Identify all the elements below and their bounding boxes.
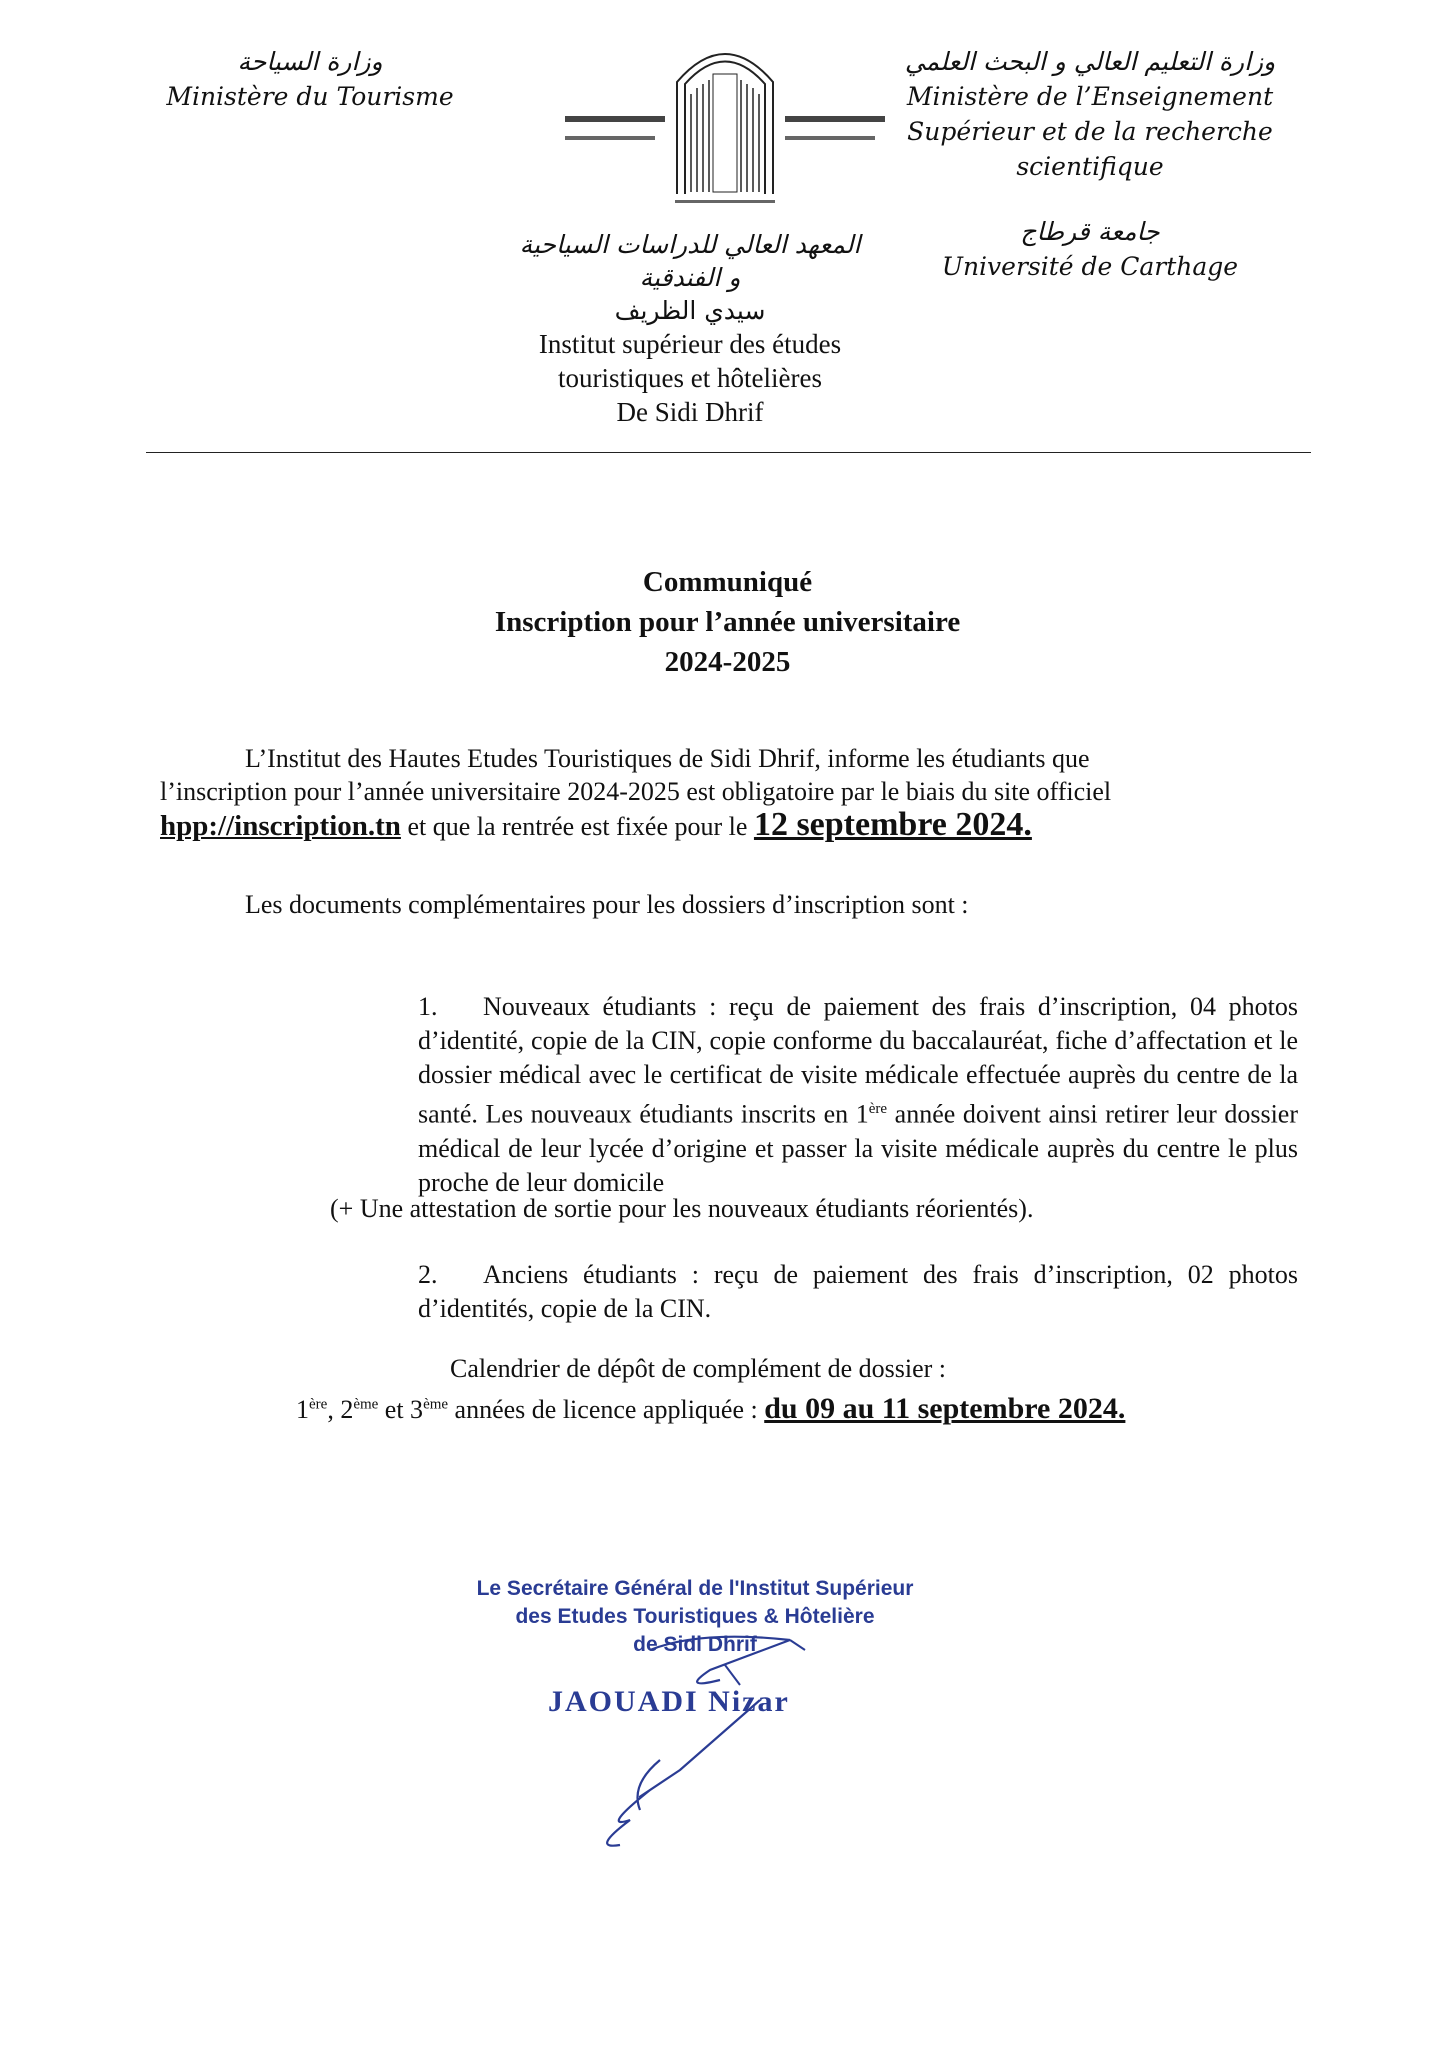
stamp-line-2: des Etudes Touristiques & Hôtelière xyxy=(515,1605,875,1628)
stamp-line-1: Le Secrétaire Général de l'Institut Supérieur xyxy=(476,1577,914,1600)
item-1-sup: ère xyxy=(868,1101,888,1117)
ministry-education-french-3: scientifique xyxy=(1016,152,1164,181)
item-2-text: Anciens étudiants : reçu de paiement des frais d’inscription, 02 photos d’identités, copie de la CIN. xyxy=(418,1260,1298,1323)
ministry-tourism-block xyxy=(150,44,470,114)
intro-paragraph xyxy=(160,742,1300,843)
title-line-3: 2024-2025 xyxy=(664,646,791,678)
calendar-label: années de licence appliquée : xyxy=(448,1395,765,1424)
institute-arabic-1: المعهد العالي للدراسات السياحية xyxy=(519,230,861,259)
rentree-date: 12 septembre 2024. xyxy=(753,806,1032,843)
item-1-text-b: année doivent ainsi retirer leur dossier médical de leur lycée d’origine et passer la visite médicale auprès du centre le plus proche de leur domicile xyxy=(418,1099,1299,1197)
item-2-number: 2. xyxy=(418,1260,438,1289)
header-divider xyxy=(146,452,1311,453)
ministry-tourism-arabic: وزارة السياحة xyxy=(237,47,383,76)
institute-name-block xyxy=(470,228,910,429)
handwritten-signature-icon xyxy=(560,1610,840,1860)
signatory-name: JAOUADI Nizar xyxy=(548,1685,790,1718)
ministry-education-french-1: Ministère de l’Enseignement xyxy=(906,82,1274,111)
intro-line-3 xyxy=(160,808,1300,843)
intro-line-3-text: et que la rentrée est fixée pour le xyxy=(400,812,754,841)
calendar-y2-sup: ème xyxy=(353,1396,379,1413)
calendar-title: Calendrier de dépôt de complément de dossier : xyxy=(450,1354,947,1383)
item-1-extra: (+ Une attestation de sortie pour les nouveaux étudiants réorientés). xyxy=(330,1194,1034,1223)
ministry-education-french-2: Supérieur et de la recherche xyxy=(907,117,1273,146)
item-1-text-a: Nouveaux étudiants : reçu de paiement des frais d’inscription, 04 photos d’identité, copie de la CIN, copie conforme du baccalauréat, fiche d’affectation et le dossier médical avec le certificat de visite médicale effectuée auprès du centre de la santé. Les nouveaux étudiants inscrits en 1 xyxy=(418,992,1298,1129)
calendar-line xyxy=(296,1392,1346,1426)
ministry-tourism-french: Ministère du Tourisme xyxy=(166,82,454,111)
inscription-link[interactable]: hpp://inscription.tn xyxy=(160,810,401,842)
calendar-y1: 1 xyxy=(296,1395,309,1424)
university-french: Université de Carthage xyxy=(941,252,1239,281)
calendar-y1-sup: ère xyxy=(309,1396,328,1413)
list-item xyxy=(418,990,1298,1200)
item-1-number: 1. xyxy=(418,992,438,1021)
ministry-education-block xyxy=(900,44,1280,284)
university-arabic: جامعة قرطاج xyxy=(1020,217,1160,246)
stamp-line-3: de Sidi Dhrif xyxy=(633,1633,757,1656)
calendar-y3-sup: ème xyxy=(423,1396,449,1413)
intro-line-1: L’Institut des Hautes Etudes Touristiques de Sidi Dhrif, informe les étudiants que xyxy=(245,744,1090,773)
calendar-dates: du 09 au 11 septembre 2024. xyxy=(764,1392,1126,1425)
title-line-2: Inscription pour l’année universitaire xyxy=(494,606,961,638)
ministry-education-arabic: وزارة التعليم العالي و البحث العلمي xyxy=(904,47,1276,76)
title-line-1: Communiqué xyxy=(642,566,813,598)
list-item xyxy=(418,1258,1298,1326)
institute-french-3: De Sidi Dhrif xyxy=(616,397,764,427)
institute-logo xyxy=(545,44,905,204)
institute-french-2: touristiques et hôtelières xyxy=(558,363,822,393)
documents-intro: Les documents complémentaires pour les dossiers d’inscription sont : xyxy=(245,890,969,919)
intro-line-2: l’inscription pour l’année universitaire 2024-2025 est obligatoire par le biais du site officiel xyxy=(160,777,1112,806)
institute-french-1: Institut supérieur des études xyxy=(538,329,842,359)
institute-arabic-2: و الفندقية xyxy=(639,263,741,292)
calendar-sep1: , 2 xyxy=(327,1395,354,1424)
institute-arabic-3: سيدي الظريف xyxy=(614,296,766,325)
calendar-sep2: et 3 xyxy=(378,1395,424,1424)
document-title xyxy=(300,562,1155,682)
